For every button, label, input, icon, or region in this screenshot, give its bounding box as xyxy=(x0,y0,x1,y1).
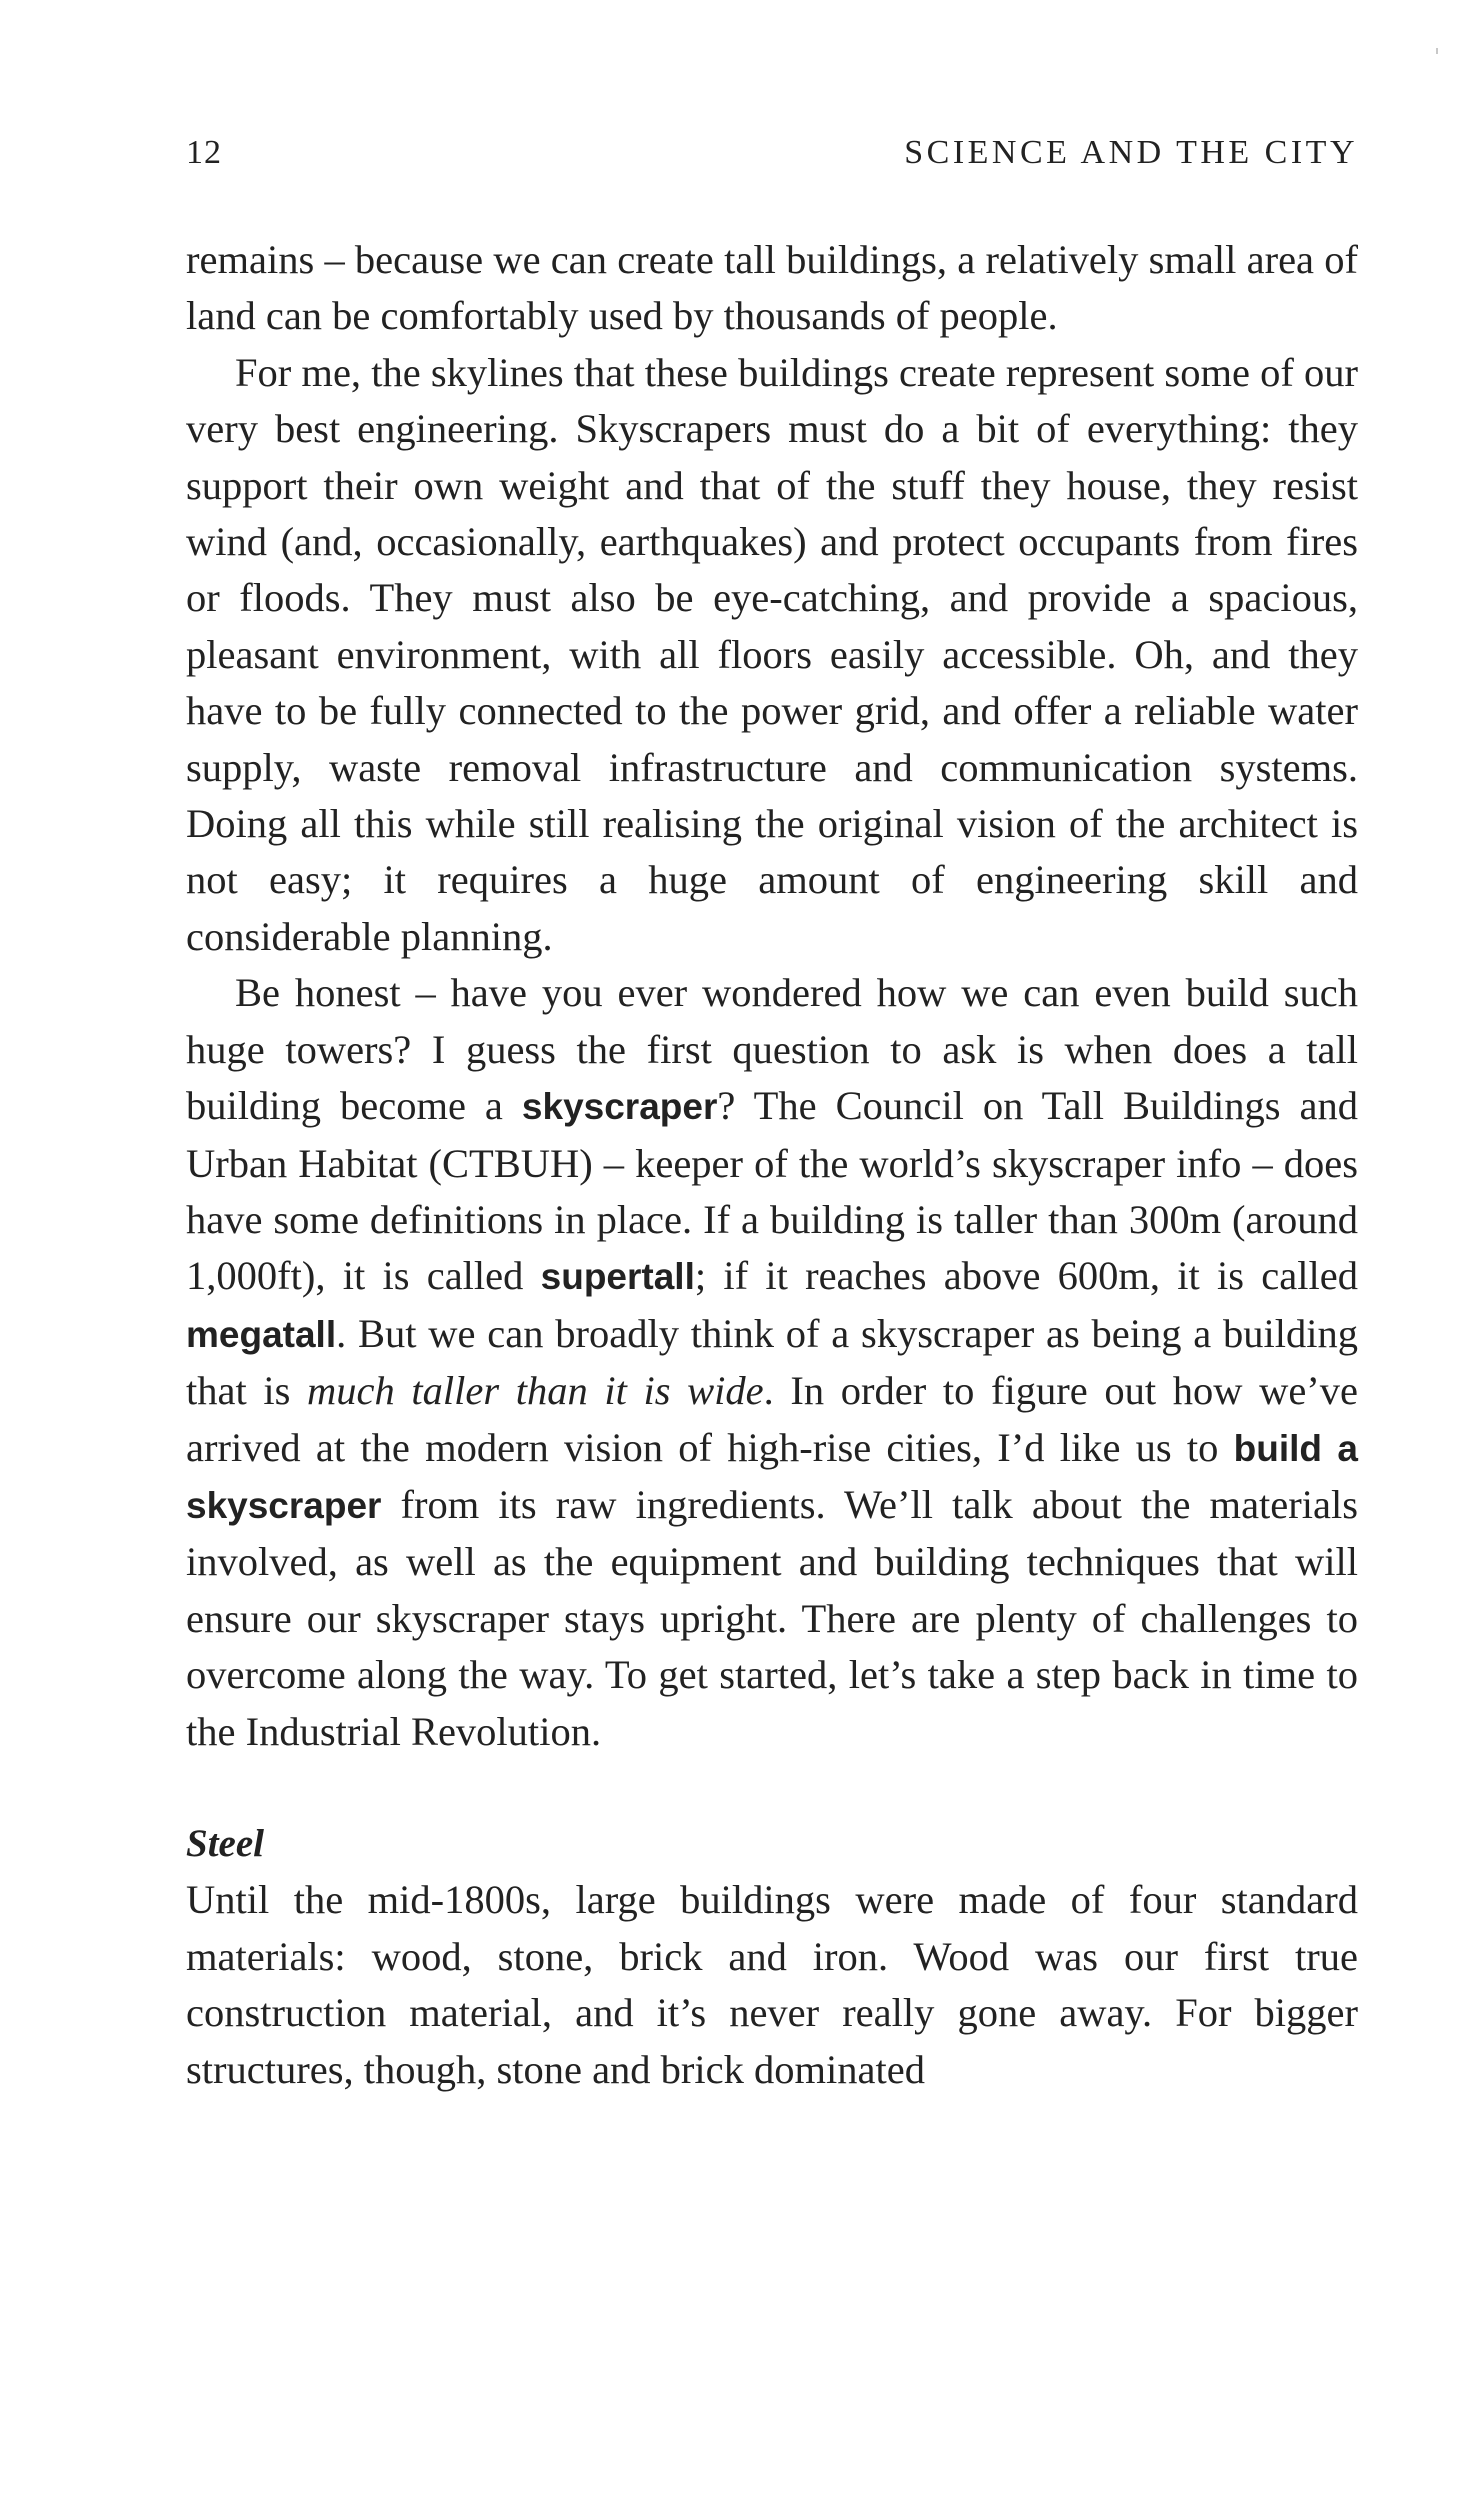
page-edge-mark xyxy=(1436,48,1438,54)
body-text xyxy=(186,232,1358,2098)
paragraph-3-text-6: from its raw ingredients. We’ll talk about the materials involved, as well as the equipment and building techniques that will ensure our skyscraper stays upright. There are plenty of challenges to overcome along the way. To get started, let’s take a step back in time to the Industrial Revolution. xyxy=(186,1481,1358,1754)
paragraph-3 xyxy=(186,965,1358,1760)
term-build-a-skyscraper: build a skyscraper xyxy=(186,1427,1358,1526)
paragraph-3-text-1: Be honest – have you ever wondered how we can even build such huge towers? I guess the first question to ask is when does a tall building become a xyxy=(186,970,1358,1129)
paragraph-3-text-2: ? The Council on Tall Buildings and Urban Habitat (CTBUH) – keeper of the world’s skyscraper info – does have some definitions in place. If a building is taller than 300m (around 1,000ft), it is called xyxy=(186,1083,1358,1299)
paragraph-3-text-4: . But we can broadly think of a skyscraper as being a building that is xyxy=(186,1310,1358,1414)
running-title: SCIENCE AND THE CITY xyxy=(904,134,1358,171)
term-supertall: supertall xyxy=(540,1256,695,1298)
paragraph-1: remains – because we can create tall buildings, a relatively small area of land can be comfortably used by thousands of people. xyxy=(186,237,1358,339)
paragraph-3-text-5: . In order to figure out how we’ve arrived at the modern vision of high-rise cities, I’d like us to xyxy=(186,1368,1359,1470)
paragraph-4: Until the mid-1800s, large buildings were made of four standard materials: wood, stone, brick and iron. Wood was our first true construction material, and it’s never really gone away. For bigger structures, though, stone and brick dominated xyxy=(186,1877,1358,2092)
paragraph-2: For me, the skylines that these buildings create represent some of our very best engineering. Skyscrapers must do a bit of everything: they support their own weight and that of the stuff they house, they resist wind (and, occasionally, earthquakes) and protect occupants from fires or floods. They must also be eye-catching, and provide a spacious, pleasant environment, with all floors easily accessible. Oh, and they have to be fully connected to the power grid, and offer a reliable water supply, waste removal infrastructure and communication systems. Doing all this while still realising the original vision of the architect is not easy; it requires a huge amount of engineering skill and considerable planning. xyxy=(186,349,1358,959)
section-heading-steel: Steel xyxy=(186,1821,264,1865)
term-megatall: megatall xyxy=(186,1313,337,1355)
emphasis-much-taller: much taller than it is wide xyxy=(307,1368,764,1414)
page-number: 12 xyxy=(186,134,222,171)
paragraph-3-text-3: ; if it reaches above 600m, it is called xyxy=(694,1253,1358,1299)
term-skyscraper: skyscraper xyxy=(521,1086,718,1128)
running-head xyxy=(186,134,1358,184)
